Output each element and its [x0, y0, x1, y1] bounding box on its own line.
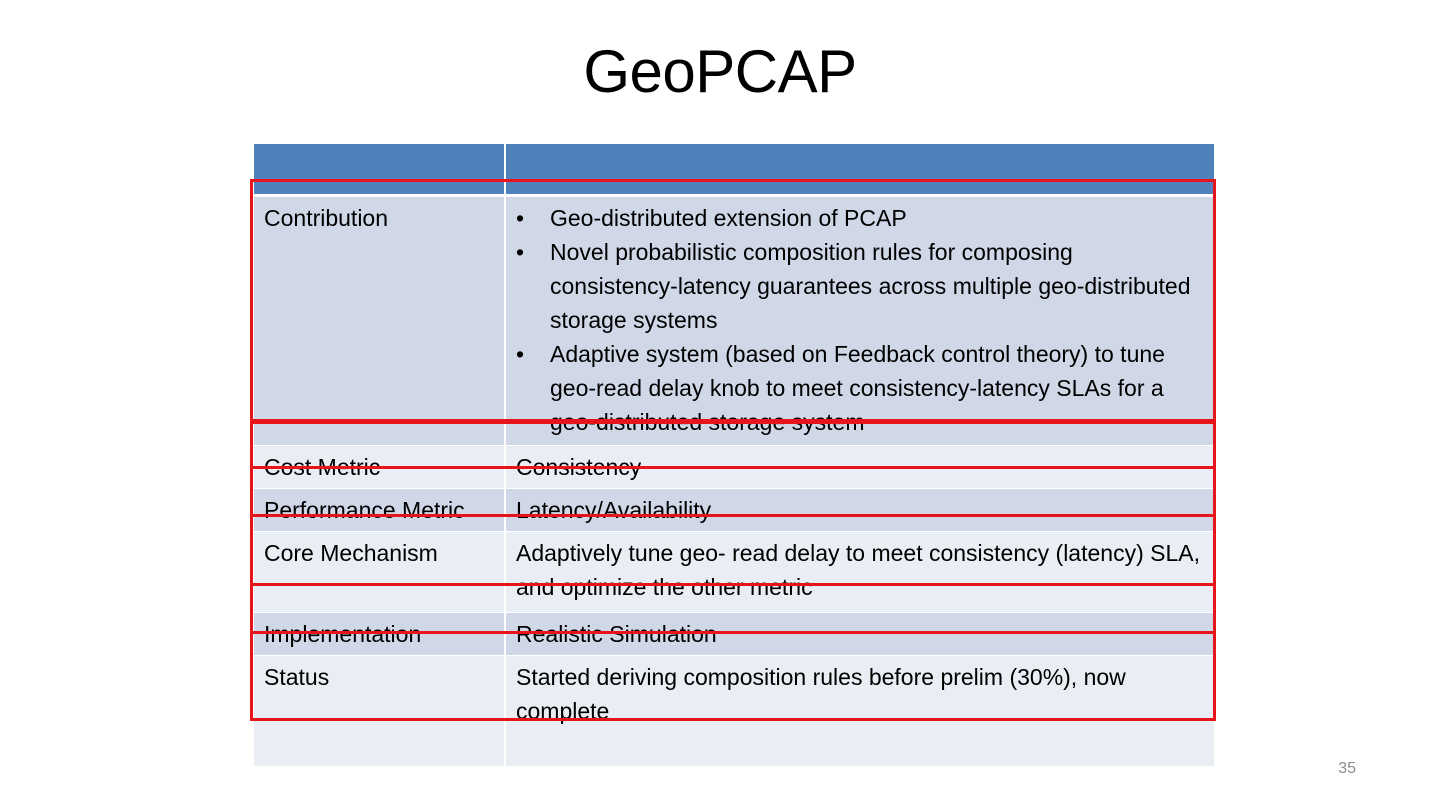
table-row-status: [253, 656, 1215, 767]
row-label-implementation: Implementation: [253, 613, 505, 656]
contribution-bullet: • Novel probabilistic composition rules for composing consistency-latency guarantees across multiple geo-distributed storage systems: [516, 235, 1204, 337]
header-cell-label: [253, 144, 505, 196]
table-row-cost-metric: [253, 446, 1215, 489]
row-value-status: Started deriving composition rules before prelim (30%), now complete: [505, 656, 1215, 767]
row-value-performance-metric: Latency/Availability: [505, 489, 1215, 532]
slide-title: GeoPCAP: [583, 38, 857, 105]
table-row-performance-metric: [253, 489, 1215, 532]
contribution-bullet: • Adaptive system (based on Feedback control theory) to tune geo-read delay knob to meet consistency-latency SLAs for a geo-distributed storage system: [516, 337, 1204, 439]
row-label-cost-metric: Cost Metric: [253, 446, 505, 489]
contribution-bullet: • Geo-distributed extension of PCAP: [516, 201, 1204, 235]
row-value-cost-metric: Consistency: [505, 446, 1215, 489]
header-cell-value: [505, 144, 1215, 196]
row-value-contribution: [505, 196, 1215, 446]
table-header-row: [253, 144, 1215, 196]
contribution-bullet-list: [516, 201, 1204, 439]
row-label-performance-metric: Performance Metric: [253, 489, 505, 532]
row-label-contribution: Contribution: [253, 196, 505, 446]
row-value-implementation: Realistic Simulation: [505, 613, 1215, 656]
row-label-core-mechanism: Core Mechanism: [253, 532, 505, 613]
comparison-table-container: [252, 144, 1214, 766]
table-row-implementation: [253, 613, 1215, 656]
page-number: 35: [1338, 760, 1356, 777]
comparison-table: [252, 144, 1216, 766]
table-row-core-mechanism: [253, 532, 1215, 613]
row-label-status: Status: [253, 656, 505, 767]
row-value-core-mechanism: Adaptively tune geo- read delay to meet consistency (latency) SLA, and optimize the other metric: [505, 532, 1215, 613]
table-row-contribution: [253, 196, 1215, 446]
